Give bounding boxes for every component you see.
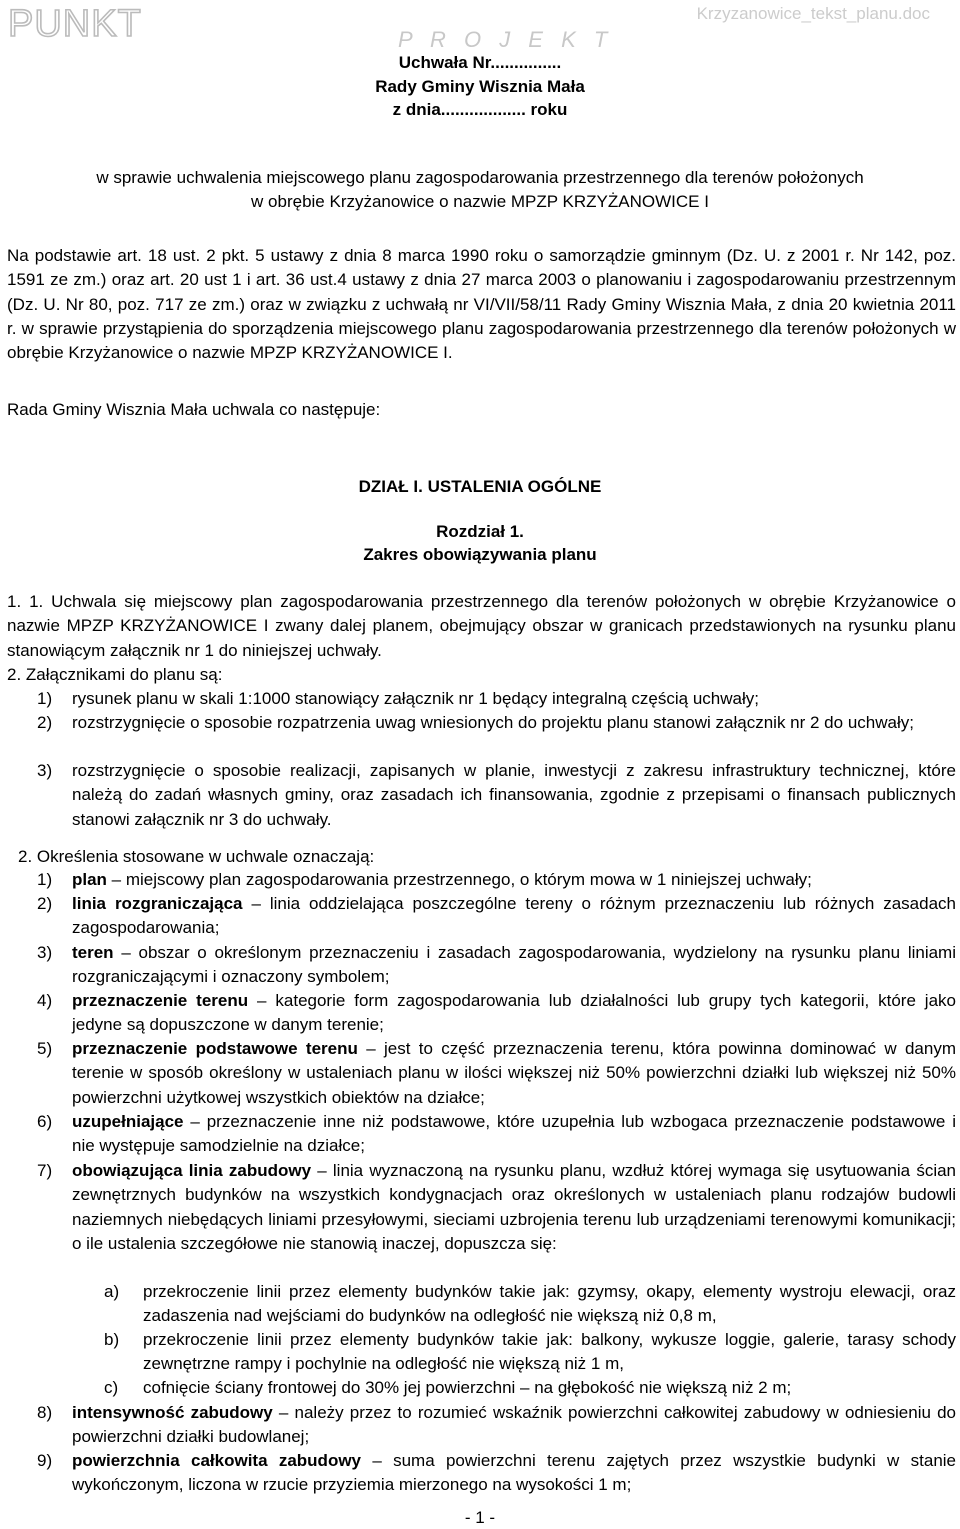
resolution-date: z dnia.................. roku — [392, 100, 568, 119]
definition-text: – suma powierzchni terenu zajętych przez wszystkie budynki w stanie wykończonym, liczona w rzucie przyziemia mierzonego na wysokości 1 m; — [72, 1451, 956, 1495]
chapter-number: Rozdział 1. — [436, 522, 524, 541]
punkt-logo — [8, 2, 142, 45]
definition-term: intensywność zabudowy — [72, 1403, 273, 1422]
definition-text: – przeznaczenie inne niż podstawowe, które uzupełnia lub wzbogaca przeznaczenie podstawowe i nie występuje samodzielnie na działce; — [72, 1112, 956, 1156]
definition-text: – należy przez to rozumieć wskaźnik powierzchni całkowitej zabudowy w odniesieniu do powierzchni działki budowlanej; — [72, 1403, 957, 1447]
definition-text: – jest to część przeznaczenia terenu, która powinna dominować w danym terenie w sposób określony w ustaleniach planu w ilości większej niż 50% powierzchni działki lub większej niż 50% powierzchni użytkowej wszystkich obiektów na działce; — [72, 1039, 956, 1107]
definition-text: – kategorie form zagospodarowania lub działalności lub grupy tych kategorii, które jako jedyne są dopuszczone w danym terenie; — [72, 991, 956, 1035]
attachments-intro: 2. Załącznikami do planu są: — [7, 665, 223, 684]
definition-text: – miejscowy plan zagospodarowania przestrzennego, o którym mowa w 1 niniejszej uchwały; — [106, 870, 812, 889]
subject-line-2: w obrębie Krzyżanowice o nazwie MPZP KRZYŻANOWICE I — [251, 192, 709, 211]
definition-term: przeznaczenie terenu — [72, 991, 249, 1010]
preamble-paragraph: Na podstawie art. 18 ust. 2 pkt. 5 ustawy z dnia 8 marca 1990 roku o samorządzie gminnym (Dz. U. z 2001 r. Nr 142, poz. 1591 ze zm.) oraz art. 20 ust 1 i art. 36 ust.4 ustawy z dnia 27 marca 2003 o planowaniu i zagospodarowaniu przestrzennym (Dz. U. Nr 80, poz. 717 ze zm.) oraz w związku z uchwałą nr VI/VII/58/11 Rady Gminy Wisznia Mała, z dnia 20 kwietnia 2011 r. w sprawie przystąpienia do sporządzenia miejscowego planu zagospodarowania przestrzennego dla terenów położonych w obrębie Krzyżanowice o nazwie MPZP KRZYŻANOWICE I. — [7, 246, 956, 363]
division-title: DZIAŁ I. USTALENIA OGÓLNE — [358, 477, 602, 496]
definition-term: teren — [72, 943, 114, 962]
definition-term: uzupełniające — [72, 1112, 184, 1131]
definition-term: linia rozgraniczająca — [72, 894, 243, 913]
definition-term: plan — [72, 870, 107, 889]
definitions-intro: 2. Określenia stosowane w uchwale oznaczają: — [18, 847, 375, 866]
definition-text: – obszar o określonym przeznaczeniu i zasadach zagospodarowania, wydzielony na rysunku planu liniami rozgraniczającymi i oznaczony symbolem; — [72, 943, 956, 987]
definition-term: przeznaczenie podstawowe terenu — [72, 1039, 358, 1058]
definition-term: powierzchnia całkowita zabudowy — [72, 1451, 362, 1470]
chapter-title: Zakres obowiązywania planu — [363, 545, 597, 564]
definition-text: – linia wyznaczoną na rysunku planu, wzdłuż której wymaga się usytuowania ścian zewnętrznych budynków na wszystkich kondygnacjach oraz określonych w ustaleniach planu rodzajów budowli naziemnych niebędących liniami przesyłowymi, sieciami uzbrojenia terenu lub urządzeniami terenowymi komunikacji; o ile ustalenia szczegółowe nie stanowią inaczej, dopuszcza się: — [72, 1161, 957, 1253]
document-filename: Krzyzanowice_tekst_planu.doc — [696, 4, 930, 23]
resolution-number: Uchwała Nr............... — [398, 53, 562, 72]
page-number: - 1 - — [464, 1508, 496, 1527]
projekt-watermark: P R O J E K T — [398, 27, 614, 52]
svg-text:PUNKT: PUNKT — [8, 3, 142, 45]
resolves-line: Rada Gminy Wisznia Mała uchwala co następuje: — [7, 400, 381, 419]
section-1-paragraph: 1. 1. Uchwala się miejscowy plan zagospodarowania przestrzennego dla terenów położonych w obrębie Krzyżanowice o nazwie MPZP KRZYŻANOWICE I zwany dalej planem, obejmujący obszar w granicach przedstawionych na rysunku planu stanowiącym załącznik nr 1 do niniejszej uchwały. — [7, 592, 956, 660]
subject-line-1: w sprawie uchwalenia miejscowego planu zagospodarowania przestrzennego dla terenów położonych — [96, 168, 864, 187]
definition-term: obowiązująca linia zabudowy — [72, 1161, 312, 1180]
definition-text: – linia oddzielająca poszczególne tereny o różnym przeznaczeniu lub różnych zasadach zagospodarowania; — [72, 894, 956, 938]
council-name: Rady Gminy Wisznia Mała — [375, 77, 585, 96]
